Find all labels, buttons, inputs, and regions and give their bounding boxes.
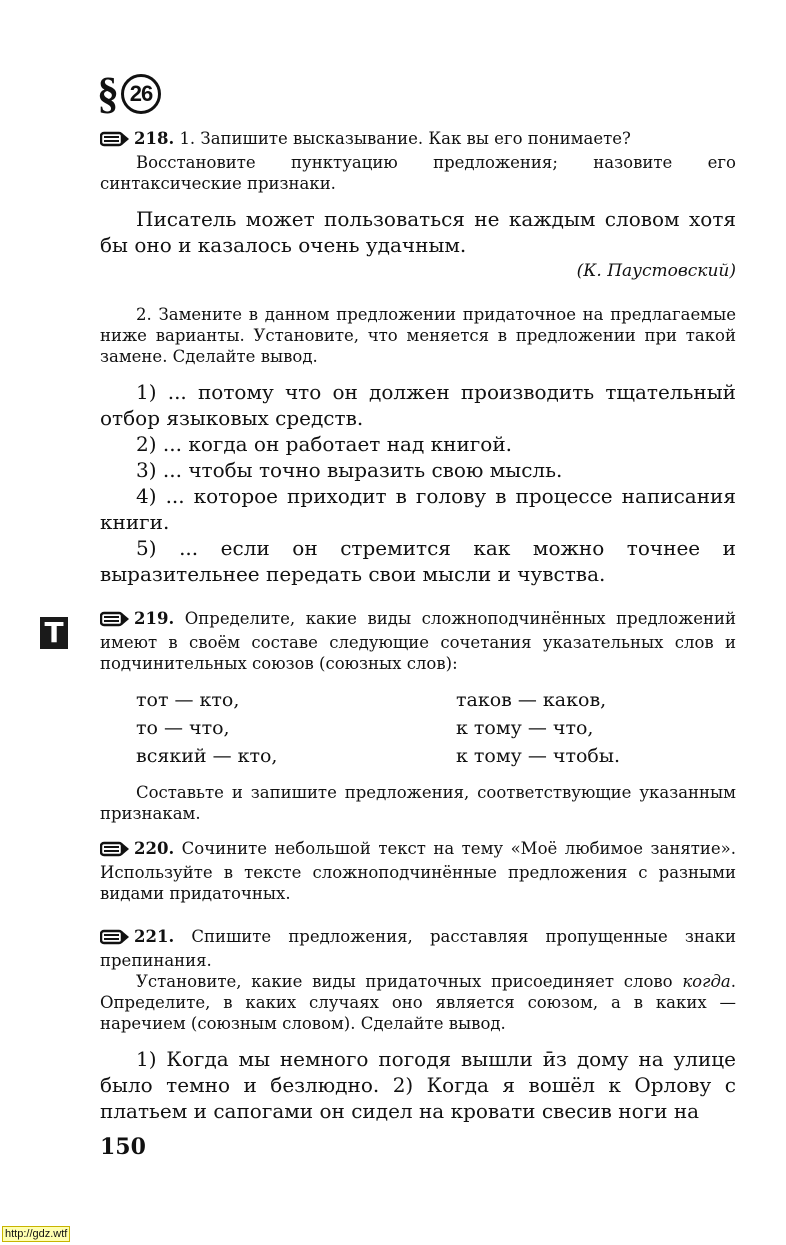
task-text: 1. Запишите высказывание. Как вы его понимаете? — [179, 129, 631, 148]
section-number: 26 — [121, 74, 161, 114]
task-text: Составьте и запишите предложения, соответствующие указанным признакам. — [100, 783, 736, 823]
pencil-icon — [100, 841, 130, 862]
exercise-number: 219. — [134, 609, 175, 628]
exercise-221 — [100, 926, 736, 1124]
pair-right: к тому — чтобы. — [456, 745, 621, 767]
list-item: 5) ... если он стремится как можно точнее и выразительнее передать свои мысли и чувства. — [100, 536, 736, 586]
task-text — [100, 971, 736, 1034]
watermark: http://gdz.wtf — [2, 1226, 70, 1242]
test-badge — [40, 617, 68, 649]
options-list — [100, 379, 736, 587]
exercise-number: 220. — [134, 839, 175, 858]
pair-right: к тому — что, — [456, 717, 594, 739]
list-item: 4) ... которое приходит в голову в процессе написания книги. — [100, 484, 736, 534]
word-pairs — [136, 686, 736, 770]
list-item: 1) ... потому что он должен производить тщательный отбор языковых средств. — [100, 380, 736, 430]
pair-left: тот — кто, — [136, 689, 240, 711]
exercise-220 — [100, 838, 736, 904]
list-item: 3) ... чтобы точно выразить свою мысль. — [136, 458, 563, 482]
task-text: Спишите предложения, расставляя пропущенные знаки препинания. — [100, 927, 736, 970]
badge-letter: Т — [44, 616, 64, 649]
pair-left: всякий — кто, — [136, 745, 278, 767]
quote-author: (К. Паустовский) — [576, 261, 736, 281]
pair-left: то — что, — [136, 717, 230, 739]
page-number: 150 — [100, 1134, 146, 1160]
task-text: Сочините небольшой текст на тему «Моё любимое занятие». Используйте в тексте сложноподчинённые предложения с разными видами придаточных. — [100, 839, 737, 903]
task-text: Восстановите пунктуацию предложения; назовите его синтаксические признаки. — [100, 153, 736, 193]
task-text: 2. Замените в данном предложении придаточное на предлагаемые ниже варианты. Установите, что меняется в предложении при такой замене. Сделайте вывод. — [100, 305, 736, 366]
pencil-icon — [100, 131, 130, 152]
quote: Писатель может пользоваться не каждым словом хотя бы оно и казалось очень удачным. — [100, 207, 736, 257]
exercise-number: 218. — [134, 129, 175, 148]
pencil-icon — [100, 611, 130, 632]
task-text: Определите, какие виды сложноподчинённых предложений имеют в своём составе следующие сочетания указательных слов и подчинительных союзов (союзных слов): — [100, 609, 737, 673]
sentences: 1) Когда мы немного погодя вышли ӣз дому на улице было темно и безлюдно. 2) Когда я вошёл к Орлову с платьем и сапогами он сидел на кровати свесив ноги на — [100, 1047, 736, 1123]
exercise-219 — [100, 608, 736, 824]
section-heading — [97, 70, 161, 118]
pair-right: таков — каков, — [456, 689, 607, 711]
task-text-part: . Определите, в каких случаях оно является союзом, а в каких — наречием (союзным словом). Сделайте вывод. — [100, 972, 736, 1033]
exercise-218 — [100, 128, 736, 587]
pencil-icon — [100, 929, 130, 950]
task-text-part: Установите, какие виды придаточных присоединяет слово — [136, 972, 673, 991]
list-item: 2) ... когда он работает над книгой. — [136, 432, 513, 456]
section-sign: § — [97, 69, 119, 118]
exercise-number: 221. — [134, 927, 175, 946]
example-word: когда — [682, 972, 731, 991]
